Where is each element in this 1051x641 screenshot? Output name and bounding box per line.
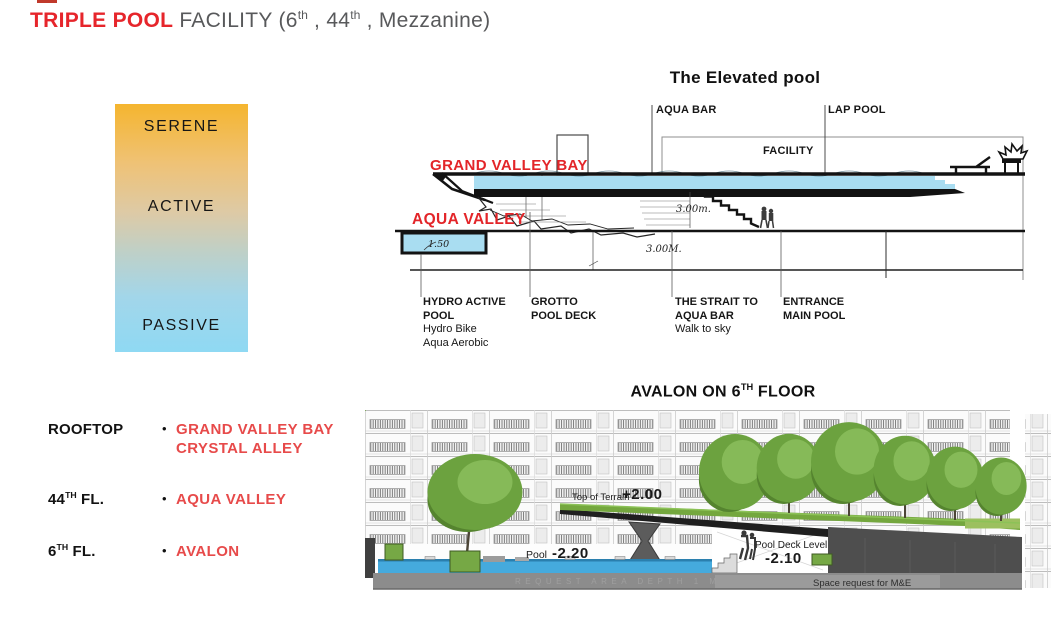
anno-terrain-label: Top of Terrain — [572, 492, 630, 503]
elevated-pool-section — [390, 60, 1051, 365]
anno-pool-level: -2.20 — [552, 545, 589, 562]
left-dark-column — [365, 538, 375, 578]
avalon-title: AVALON ON 6TH FLOOR — [630, 382, 816, 401]
floor-6-pool: AVALON — [176, 543, 240, 560]
legend-serene: SERENE — [143, 118, 220, 135]
callout-lap-pool: LAP POOL — [828, 104, 886, 116]
floor-rooftop-pools: GRAND VALLEY BAY CRYSTAL ALLEY — [176, 421, 334, 457]
feature-hydro-active-pool: HYDRO ACTIVE POOL Hydro Bike Aqua Aerobic — [423, 296, 506, 349]
avalon-section — [365, 382, 1051, 596]
page-title — [30, 8, 490, 33]
title-subtitle: FACILITY (6th , 44th , Mezzanine) — [179, 8, 491, 32]
planter-right — [812, 554, 832, 565]
pool-float-1 — [483, 556, 505, 562]
anno-pool-label: Pool — [526, 549, 548, 561]
decorative-red-mark — [37, 0, 57, 3]
chaise-lounge — [950, 157, 990, 173]
floor-44-pool: AQUA VALLEY — [176, 491, 287, 508]
bullet-icon: • — [162, 543, 167, 558]
dim-pool-depth: 1.50 — [428, 239, 450, 250]
dim-lower: 3.00M. — [646, 244, 682, 255]
floor-rooftop: ROOFTOP — [48, 421, 124, 438]
callout-aqua-bar: AQUA BAR — [656, 104, 717, 116]
bullet-icon: • — [162, 491, 167, 506]
callout-facility: FACILITY — [763, 145, 814, 157]
elevated-pool-title: The Elevated pool — [669, 68, 821, 87]
anno-terrain-level: +2.00 — [622, 486, 663, 503]
feature-grotto-pool-deck: GROTTO POOL DECK — [531, 296, 597, 322]
feature-strait-to-aqua-bar: THE STRAIT TO AQUA BAR Walk to sky — [675, 296, 758, 335]
anno-me-note: Space request for M&E — [813, 578, 912, 589]
title-brand: TRIPLE POOL — [30, 9, 174, 32]
avalon-render-drawing — [365, 410, 1051, 596]
label-aqua-valley: AQUA VALLEY — [412, 211, 526, 228]
legend-active: ACTIVE — [147, 198, 216, 215]
ghost-depth-text: REQUEST AREA DEPTH 1 M — [515, 577, 721, 586]
planter-left — [385, 544, 403, 560]
floor-6: 6TH FL. — [48, 542, 96, 560]
pool-mood-gradient — [115, 104, 248, 352]
tree-planter — [450, 551, 480, 572]
anno-deck-label: Pool Deck Level — [755, 540, 828, 551]
right-facade-sliver — [1025, 414, 1051, 588]
facility-outline-box — [662, 137, 1023, 280]
anno-deck-level: -2.10 — [765, 550, 802, 567]
feature-entrance-main-pool: ENTRANCE MAIN POOL — [783, 296, 846, 322]
floor-44: 44TH FL. — [48, 490, 105, 508]
people-figures — [761, 207, 774, 228]
label-grand-valley-bay: GRAND VALLEY BAY — [430, 157, 588, 174]
bullet-icon: • — [162, 421, 167, 436]
pool-slab — [474, 189, 965, 197]
legend-passive: PASSIVE — [142, 317, 221, 334]
dim-upper: 3.00m. — [676, 204, 711, 215]
